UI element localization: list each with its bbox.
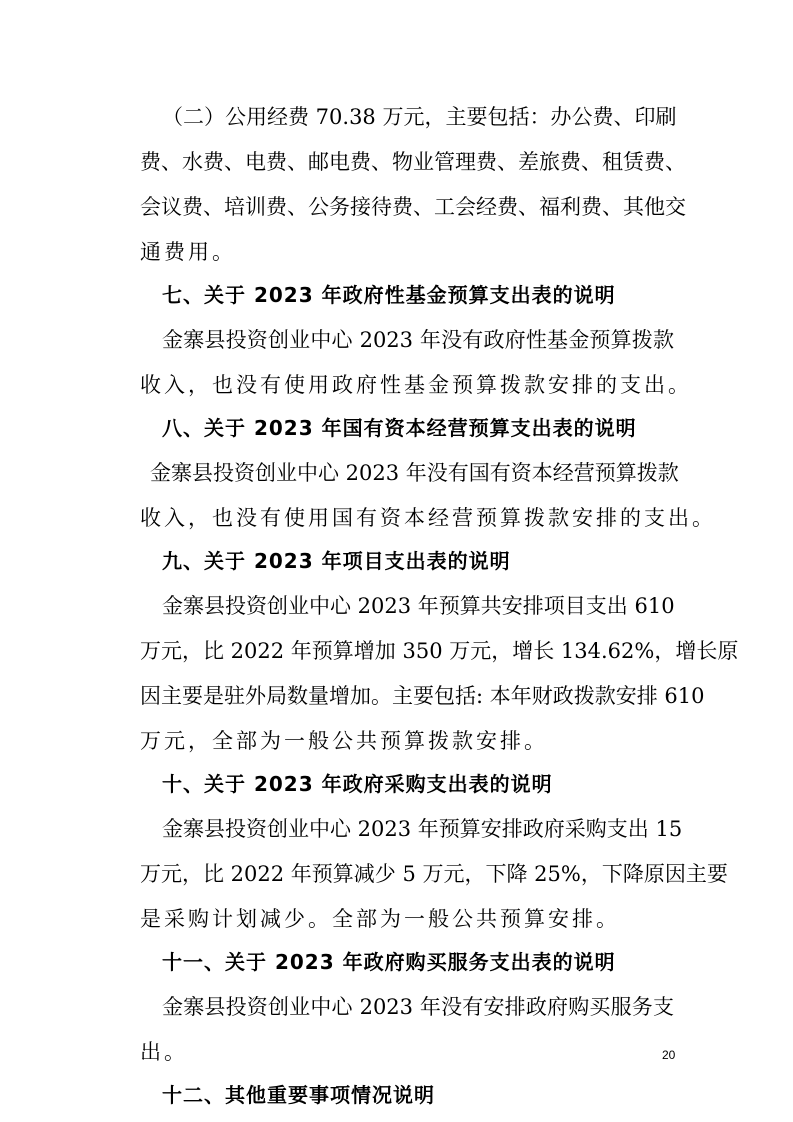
paragraph-line: 金寨县投资创业中心 2023 年没有安排政府购买服务支 <box>162 995 674 1019</box>
section-heading-9: 九、关于 2023 年项目支出表的说明 <box>162 549 511 573</box>
paragraph-line: 金寨县投资创业中心 2023 年预算安排政府采购支出 15 <box>162 817 683 841</box>
page-number: 20 <box>662 1048 676 1062</box>
paragraph-line: 通费用。 <box>140 240 236 264</box>
section-heading-10: 十、关于 2023 年政府采购支出表的说明 <box>162 772 553 796</box>
paragraph-line: 金寨县投资创业中心 2023 年预算共安排项目支出 610 <box>162 594 675 618</box>
paragraph-line: 费、水费、电费、邮电费、物业管理费、差旅费、租赁费、 <box>140 150 686 174</box>
paragraph-line: 金寨县投资创业中心 2023 年没有政府性基金预算拨款 <box>162 328 674 352</box>
paragraph-line: 金寨县投资创业中心 2023 年没有国有资本经营预算拨款 <box>150 461 679 485</box>
paragraph-line: 收入，也没有使用政府性基金预算拨款安排的支出。 <box>140 373 692 397</box>
paragraph-line: （二）公用经费 70.38 万元，主要包括：办公费、印刷 <box>162 105 677 129</box>
section-heading-12: 十二、其他重要事项情况说明 <box>162 1083 435 1107</box>
paragraph-line: 万元，比 2022 年预算减少 5 万元，下降 25%，下降原因主要 <box>140 862 728 886</box>
paragraph-line: 出。 <box>140 1040 188 1064</box>
paragraph-line: 因主要是驻外局数量增加。主要包括: 本年财政拨款安排 610 <box>140 684 705 708</box>
section-heading-8: 八、关于 2023 年国有资本经营预算支出表的说明 <box>162 416 637 440</box>
paragraph-line: 万元，比 2022 年预算增加 350 万元，增长 134.62%，增长原 <box>140 639 739 663</box>
paragraph-line: 是采购计划减少。全部为一般公共预算安排。 <box>140 907 620 931</box>
paragraph-line: 万元，全部为一般公共预算拨款安排。 <box>140 729 548 753</box>
paragraph-line: 收入，也没有使用国有资本经营预算拨款安排的支出。 <box>140 506 716 530</box>
section-heading-11: 十一、关于 2023 年政府购买服务支出表的说明 <box>162 950 616 974</box>
section-heading-7: 七、关于 2023 年政府性基金预算支出表的说明 <box>162 283 616 307</box>
paragraph-line: 会议费、培训费、公务接待费、工会经费、福利费、其他交 <box>140 195 686 219</box>
